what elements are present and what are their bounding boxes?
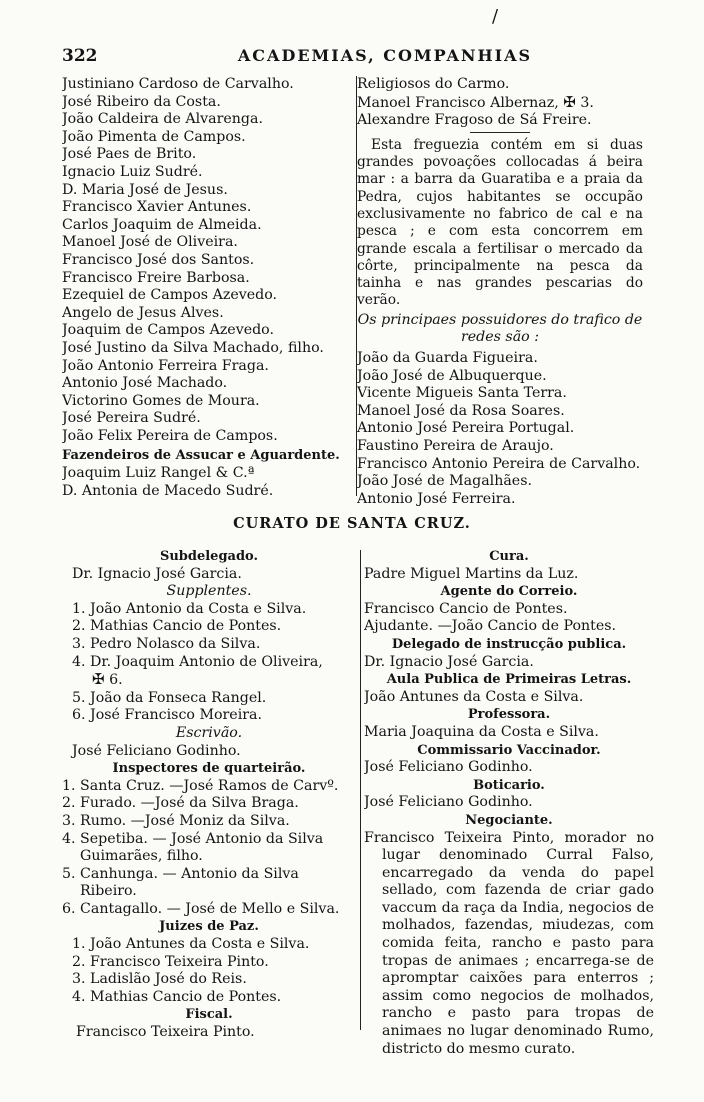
name-list bbox=[357, 112, 643, 130]
vaccinador-name: José Feliciano Godinho. bbox=[364, 759, 533, 776]
trafico-heading: Os principaes possuidores do trafico de redes são : bbox=[357, 311, 643, 346]
albernaz-line bbox=[357, 94, 643, 113]
list-item: José Pereira Sudré. bbox=[62, 410, 201, 427]
list-item: Religiosos do Carmo. bbox=[357, 76, 510, 92]
negociante-heading: Negociante. bbox=[465, 812, 553, 828]
juizes-list bbox=[62, 936, 356, 1006]
fazendeiros-list bbox=[62, 465, 354, 500]
section-title: CURATO DE SANTA CRUZ. bbox=[233, 515, 471, 532]
list-item: João da Guarda Figueira. bbox=[357, 349, 538, 366]
column-divider bbox=[360, 550, 361, 1030]
negociante-entry: Francisco Teixeira Pinto, morador no lugar denominado Curral Falso, encarregado da venda do papel sellado, com fazenda de criar gado vaccum da raça da India, negocios de molhados, fazendas, miudezas, com comida feita, rancho e pasto para tropas de animaes ; encarrega-se de apromptar caixões para enterros ; assim como negocios de molhados, rancho e pasto para tropas de animaes no lugar denominado Rumo, districto do mesmo curato. bbox=[364, 829, 654, 1057]
bottom-left-column bbox=[62, 548, 356, 1042]
delegado-name: Dr. Ignacio José Garcia. bbox=[364, 653, 534, 670]
subdelegado-name: Dr. Ignacio José Garcia. bbox=[72, 565, 242, 582]
delegado-heading: Delegado de instrucção publica. bbox=[391, 636, 627, 652]
top-right-column bbox=[357, 76, 643, 508]
list-item: 5. João da Fonseca Rangel. bbox=[72, 689, 267, 706]
list-item: 1. João Antunes da Costa e Silva. bbox=[72, 936, 310, 953]
list-item: João José de Albuquerque. bbox=[357, 367, 547, 384]
freguezia-paragraph: Esta freguezia contém em si duas grandes povoações collocadas á beira mar : a barra da Guaratiba e a praia da Pedra, cujos habitantes se occupão exclusivamente no fabrico de cal e na pesca ; e com esta concorrem em grande escala a fertilisar o mercado da côrte, principalmente na pesca da tainha e nas grandes pescarias do verão. bbox=[357, 136, 643, 309]
list-item: 2. Francisco Teixeira Pinto. bbox=[72, 953, 269, 970]
supplentes-list bbox=[62, 690, 356, 725]
correio-list bbox=[364, 601, 654, 636]
list-item: 2. Furado. —José da Silva Braga. bbox=[62, 795, 299, 812]
list-item: João Antonio Ferreira Fraga. bbox=[62, 357, 269, 374]
supplente-4-decoration bbox=[62, 671, 356, 690]
list-item: Manoel José da Rosa Soares. bbox=[357, 402, 565, 419]
cura-heading: Cura. bbox=[489, 549, 529, 564]
professora-heading: Professora. bbox=[467, 707, 551, 723]
list-item: Ajudante. —João Cancio de Pontes. bbox=[364, 618, 617, 635]
list-item: 4. Mathias Cancio de Pontes. bbox=[72, 988, 282, 1005]
list-item: Antonio José Ferreira. bbox=[357, 490, 516, 507]
pen-mark: / bbox=[492, 6, 499, 27]
boticario-heading: Boticario. bbox=[473, 777, 545, 793]
list-item: Victorino Gomes de Moura. bbox=[62, 392, 260, 409]
list-item: 6. Cantagallo. — José de Mello e Silva. bbox=[62, 900, 340, 917]
page-number: 322 bbox=[62, 46, 98, 66]
supplentes-heading: Supplentes. bbox=[166, 583, 252, 600]
aula-name: João Antunes da Costa e Silva. bbox=[364, 688, 584, 705]
list-item: Antonio José Pereira Portugal. bbox=[357, 420, 575, 437]
list-item: Justiniano Cardoso de Carvalho. bbox=[62, 76, 294, 92]
list-item: Angelo de Jesus Alves. bbox=[62, 304, 224, 321]
list-item: João Felix Pereira de Campos. bbox=[62, 427, 278, 444]
list-item: Carlos Joaquim de Almeida. bbox=[62, 216, 262, 233]
vaccinador-heading: Commissario Vaccinador. bbox=[417, 742, 601, 758]
albernaz-number: 3. bbox=[580, 94, 594, 111]
top-left-column bbox=[62, 76, 354, 500]
name-list bbox=[62, 76, 354, 445]
list-item: 3. Pedro Nolasco da Silva. bbox=[72, 635, 261, 652]
list-item: 3. Ladislão José do Reis. bbox=[72, 971, 247, 988]
short-rule bbox=[470, 132, 530, 133]
list-item: 1. João Antonio da Costa e Silva. bbox=[72, 600, 307, 617]
list-item: Antonio José Machado. bbox=[62, 375, 228, 392]
list-item: Joaquim Luiz Rangel & C.ª bbox=[62, 465, 255, 482]
list-item: Francisco Antonio Pereira de Carvalho. bbox=[357, 455, 641, 472]
list-item: José Ribeiro da Costa. bbox=[62, 93, 221, 110]
albernaz-name: Manoel Francisco Albernaz, bbox=[357, 94, 559, 111]
inspectores-heading: Inspectores de quarteirão. bbox=[112, 761, 306, 777]
list-item: 2. Mathias Cancio de Pontes. bbox=[72, 618, 282, 635]
list-item: 4. Sepetiba. — José Antonio da Silva Guimarães, filho. bbox=[62, 830, 324, 865]
fiscal-name: Francisco Teixeira Pinto. bbox=[76, 1024, 255, 1041]
list-item: Joaquim de Campos Azevedo. bbox=[62, 322, 274, 339]
list-item: Alexandre Fragoso de Sá Freire. bbox=[357, 112, 592, 129]
list-item: 5. Canhunga. — Antonio da Silva Ribeiro. bbox=[62, 865, 299, 900]
list-item: Manoel José de Oliveira. bbox=[62, 234, 238, 251]
list-item: Francisco Cancio de Pontes. bbox=[364, 600, 568, 617]
possuidores-list bbox=[357, 350, 643, 508]
list-item: Vicente Migueis Santa Terra. bbox=[357, 385, 567, 402]
list-item: João Caldeira de Alvarenga. bbox=[62, 111, 263, 128]
boticario-name: José Feliciano Godinho. bbox=[364, 794, 533, 811]
escrivao-name: José Feliciano Godinho. bbox=[72, 742, 241, 759]
list-item: D. Maria José de Jesus. bbox=[62, 181, 228, 198]
order-cross-icon: ✠ bbox=[563, 93, 576, 111]
supplentes-list bbox=[62, 601, 356, 654]
order-cross-icon: ✠ bbox=[92, 671, 105, 689]
name-list bbox=[357, 76, 643, 94]
supplente-4-number: 6. bbox=[109, 672, 123, 689]
supplente-4: 4. Dr. Joaquim Antonio de Oliveira, bbox=[72, 653, 323, 670]
escrivao-heading: Escrivão. bbox=[175, 724, 243, 741]
list-item: D. Antonia de Macedo Sudré. bbox=[62, 482, 274, 499]
inspectores-list bbox=[62, 778, 356, 919]
list-item: José Paes de Brito. bbox=[62, 146, 197, 163]
list-item: 6. José Francisco Moreira. bbox=[72, 707, 262, 724]
fazendeiros-heading: Fazendeiros de Assucar e Aguardente. bbox=[62, 448, 340, 464]
aula-heading: Aula Publica de Primeiras Letras. bbox=[386, 672, 632, 688]
list-item: João Pimenta de Campos. bbox=[62, 128, 246, 145]
list-item: João José de Magalhães. bbox=[357, 473, 532, 490]
list-item: Ignacio Luiz Sudré. bbox=[62, 163, 203, 180]
cura-name: Padre Miguel Martins da Luz. bbox=[364, 565, 579, 582]
list-item: Francisco Freire Barbosa. bbox=[62, 269, 250, 286]
running-title: ACADEMIAS, COMPANHIAS bbox=[237, 46, 533, 65]
fiscal-heading: Fiscal. bbox=[185, 1007, 233, 1023]
list-item: 1. Santa Cruz. —José Ramos de Carvº. bbox=[62, 777, 339, 794]
list-item: 3. Rumo. —José Moniz da Silva. bbox=[62, 812, 290, 829]
list-item: Faustino Pereira de Araujo. bbox=[357, 437, 554, 454]
juizes-heading: Juizes de Paz. bbox=[159, 919, 259, 935]
list-item: José Justino da Silva Machado, filho. bbox=[62, 339, 324, 356]
professora-name: Maria Joaquina da Costa e Silva. bbox=[364, 723, 599, 740]
bottom-right-column bbox=[364, 548, 654, 1058]
list-item: Ezequiel de Campos Azevedo. bbox=[62, 287, 278, 304]
list-item: Francisco Xavier Antunes. bbox=[62, 199, 252, 216]
list-item: Francisco José dos Santos. bbox=[62, 251, 255, 268]
correio-heading: Agente do Correio. bbox=[440, 584, 578, 600]
subdelegado-heading: Subdelegado. bbox=[159, 549, 259, 564]
